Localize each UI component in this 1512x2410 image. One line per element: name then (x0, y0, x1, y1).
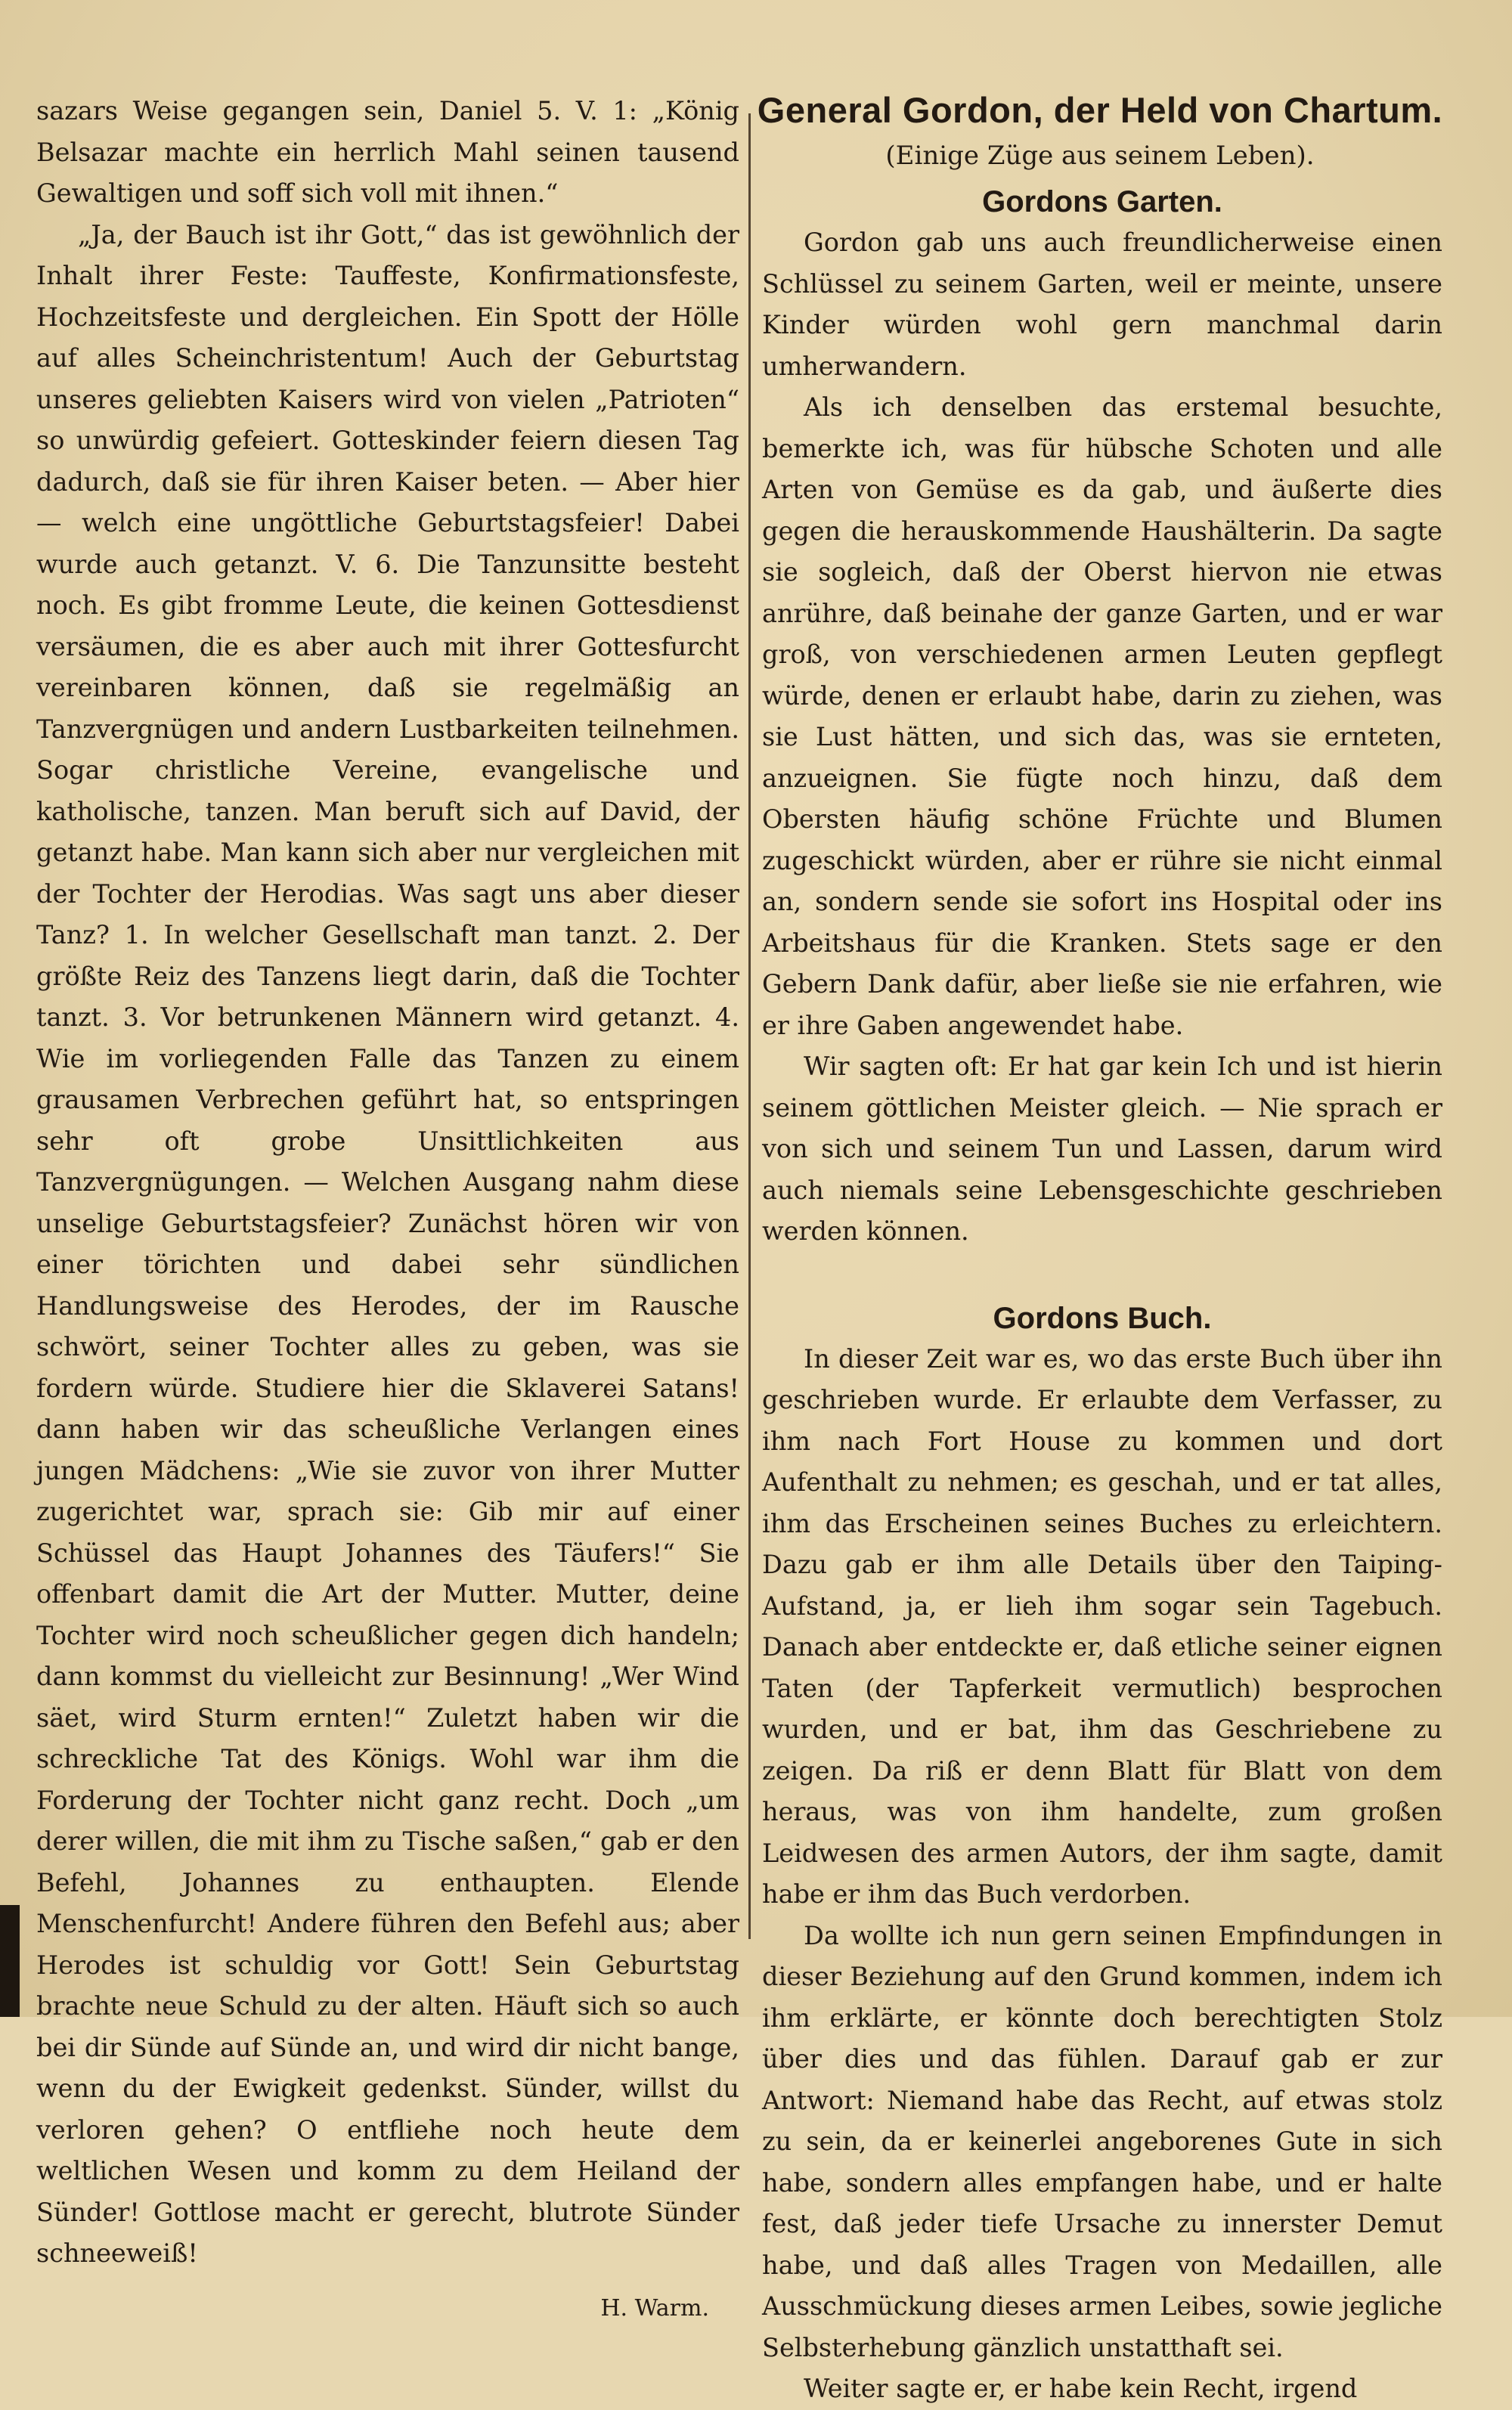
author-signature: H. Warm. (600, 2294, 709, 2322)
garden-paragraph-1: Gordon gab uns auch freundlicherweise einen Schlüssel zu seinem Garten, weil er meinte, unsere Kinder würden wohl gern manchmal darin umherwandern. (762, 228, 1442, 381)
section-heading-book: Gordons Buch. (993, 1301, 1212, 1335)
book-paragraph-1: In dieser Zeit war es, wo das erste Buch über ihn geschrieben wurde. Er erlaubte dem Verfasser, zu ihm nach Fort House zu kommen und dort Aufenthalt zu nehmen; es geschah, und er tat alles, ihm das Erscheinen seines Buches zu erleichtern. Dazu gab er ihm alle Details über den Taiping-Aufstand, ja, er lieh ihm sogar sein Tagebuch. Danach aber entdeckte er, daß etliche seiner eignen Taten (der Tapferkeit vermutlich) besprochen wurden, und er bat, ihm das Geschriebene zu zeigen. Da riß er denn Blatt für Blatt von dem heraus, was von ihm handelte, zum großen Leidwesen des armen Autors, der ihm sagte, damit habe er ihm das Buch verdorben. (762, 1343, 1442, 1909)
page-edge-shadow (0, 1905, 20, 2017)
left-paragraph-2: „Ja, der Bauch ist ihr Gott,“ das ist gewöhnlich der Inhalt ihrer Feste: Tauffeste, Konfirmationsfeste, Hochzeitsfeste und dergleichen. Ein Spott der Hölle auf alles Scheinchristentum! Auch der Geburtstag unseres geliebten Kaisers wird von vielen „Patrioten“ so unwürdig gefeiert. Gotteskinder feiern diesen Tag dadurch, daß sie für ihren Kaiser beten. — Aber hier — welch eine ungöttliche Geburtstagsfeier! Dabei wurde auch getanzt. V. 6. Die Tanzunsitte besteht noch. Es gibt fromme Leute, die keinen Gottesdienst versäumen, die es aber auch mit ihrer Gottesfurcht vereinbaren können, daß sie regelmäßig an Tanzvergnügen und andern Lustbarkeiten teilnehmen. Sogar christliche Vereine, evangelische und katholische, tanzen. Man beruft sich auf David, der getanzt habe. Man kann sich aber nur vergleichen mit der Tochter der Herodias. Was sagt uns aber dieser Tanz? 1. In welcher Gesellschaft man tanzt. 2. Der größte Reiz des Tanzens liegt darin, daß die Tochter tanzt. 3. Vor betrunkenen Männern wird getanzt. 4. Wie im vorliegenden Falle das Tanzen zu einem grausamen Verbrechen geführt hat, so entspringen sehr oft grobe Unsittlichkeiten aus Tanzvergnügungen. — Welchen Ausgang nahm diese unselige Geburtstagsfeier? Zunächst hören wir von einer törichten und dabei sehr sündlichen Handlungsweise des Herodes, der im Rausche schwört, seiner Tochter alles zu geben, was sie fordern würde. Studiere hier die Sklaverei Satans! dann haben wir das scheußliche Verlangen eines jungen Mädchens: „Wie sie zuvor von ihrer Mutter zugerichtet war, sprach sie: Gib mir auf einer Schüssel das Haupt Johannes des Täufers!“ Sie offenbart damit die Art der Mutter. Mutter, deine Tochter wird noch scheußlicher gegen dich handeln; dann kommst du vielleicht zur Besinnung! „Wer Wind säet, wird Sturm ernten!“ Zuletzt haben wir die schreckliche Tat des Königs. Wohl war ihm die Forderung der Tochter nicht ganz recht. Doch „um derer willen, die mit ihm zu Tische saßen,“ gab er den Befehl, Johannes zu enthaupten. Elende Menschenfurcht! Andere führen den Befehl aus; aber Herodes ist schuldig vor Gott! Sein Geburtstag brachte neue Schuld zu der alten. Häuft sich so auch bei dir Sünde auf Sünde an, und wird dir nicht bange, wenn du der Ewigkeit gedenkst. Sünder, willst du verloren gehen? O entfliehe noch heute dem weltlichen Wesen und komm zu dem Heiland der Sünder! Gottlose macht er gerecht, blutrote Sünder schneeweiß! (36, 219, 739, 2268)
left-paragraph-1: sazars Weise gegangen sein, Daniel 5. V. 1: „König Belsazar machte ein herrlich Mahl seinen tausend Gewaltigen und soff sich voll mit ihnen.“ (36, 96, 739, 208)
column-divider (748, 113, 751, 1939)
article-subtitle: (Einige Züge aus seinem Leben). (885, 141, 1315, 171)
left-column (36, 91, 739, 2329)
garden-paragraph-3: Wir sagten oft: Er hat gar kein Ich und ist hierin seinem göttlichen Meister gleich. — Nie sprach er von sich und seinem Tun und Lassen, darum wird auch niemals seine Lebensgeschichte geschrieben werden können. (762, 1052, 1442, 1246)
garden-paragraph-2: Als ich denselben das erstemal besuchte, bemerkte ich, was für hübsche Schoten und alle Arten von Gemüse es da gab, und äußerte dies gegen die herauskommende Haushälterin. Da sagte sie sogleich, daß der Oberst hiervon nie etwas anrühre, daß beinahe der ganze Garten, und er war groß, von verschiedenen armen Leuten gepflegt würde, denen er erlaubt habe, darin zu ziehen, was sie Lust hätten, und sich das, was sie ernteten, anzueignen. Sie fügte noch hinzu, daß dem Obersten häufig schöne Früchte und Blumen zugeschickt würden, aber er rühre sie nicht einmal an, sondern sende sie sofort ins Hospital oder ins Arbeitshaus für die Kranken. Stets sage er den Gebern Dank dafür, aber ließe sie nie erfahren, wie er ihre Gaben angewendet habe. (762, 392, 1442, 1040)
book-paragraph-3: Weiter sagte er, er habe kein Recht, irgend (804, 2374, 1358, 2403)
section-heading-garden: Gordons Garten. (982, 185, 1222, 218)
right-column (762, 181, 1442, 2410)
book-paragraph-2: Da wollte ich nun gern seinen Empfindungen in dieser Beziehung auf den Grund kommen, indem ich ihm erklärte, er könnte doch berechtigten Stolz über dies und das fühlen. Darauf gab er zur Antwort: Niemand habe das Recht, auf etwas stolz zu sein, da er keinerlei angeborenes Gute in sich habe, sondern alles empfangen habe, und er halte fest, daß jeder tiefe Ursache zu innerster Demut habe, und daß alles Tragen von Medaillen, alle Ausschmückung dieses armen Leibes, sowie jegliche Selbsterhebung gänzlich unstatthaft sei. (762, 1920, 1442, 2362)
article-title: General Gordon, der Held von Chartum. (757, 90, 1443, 130)
